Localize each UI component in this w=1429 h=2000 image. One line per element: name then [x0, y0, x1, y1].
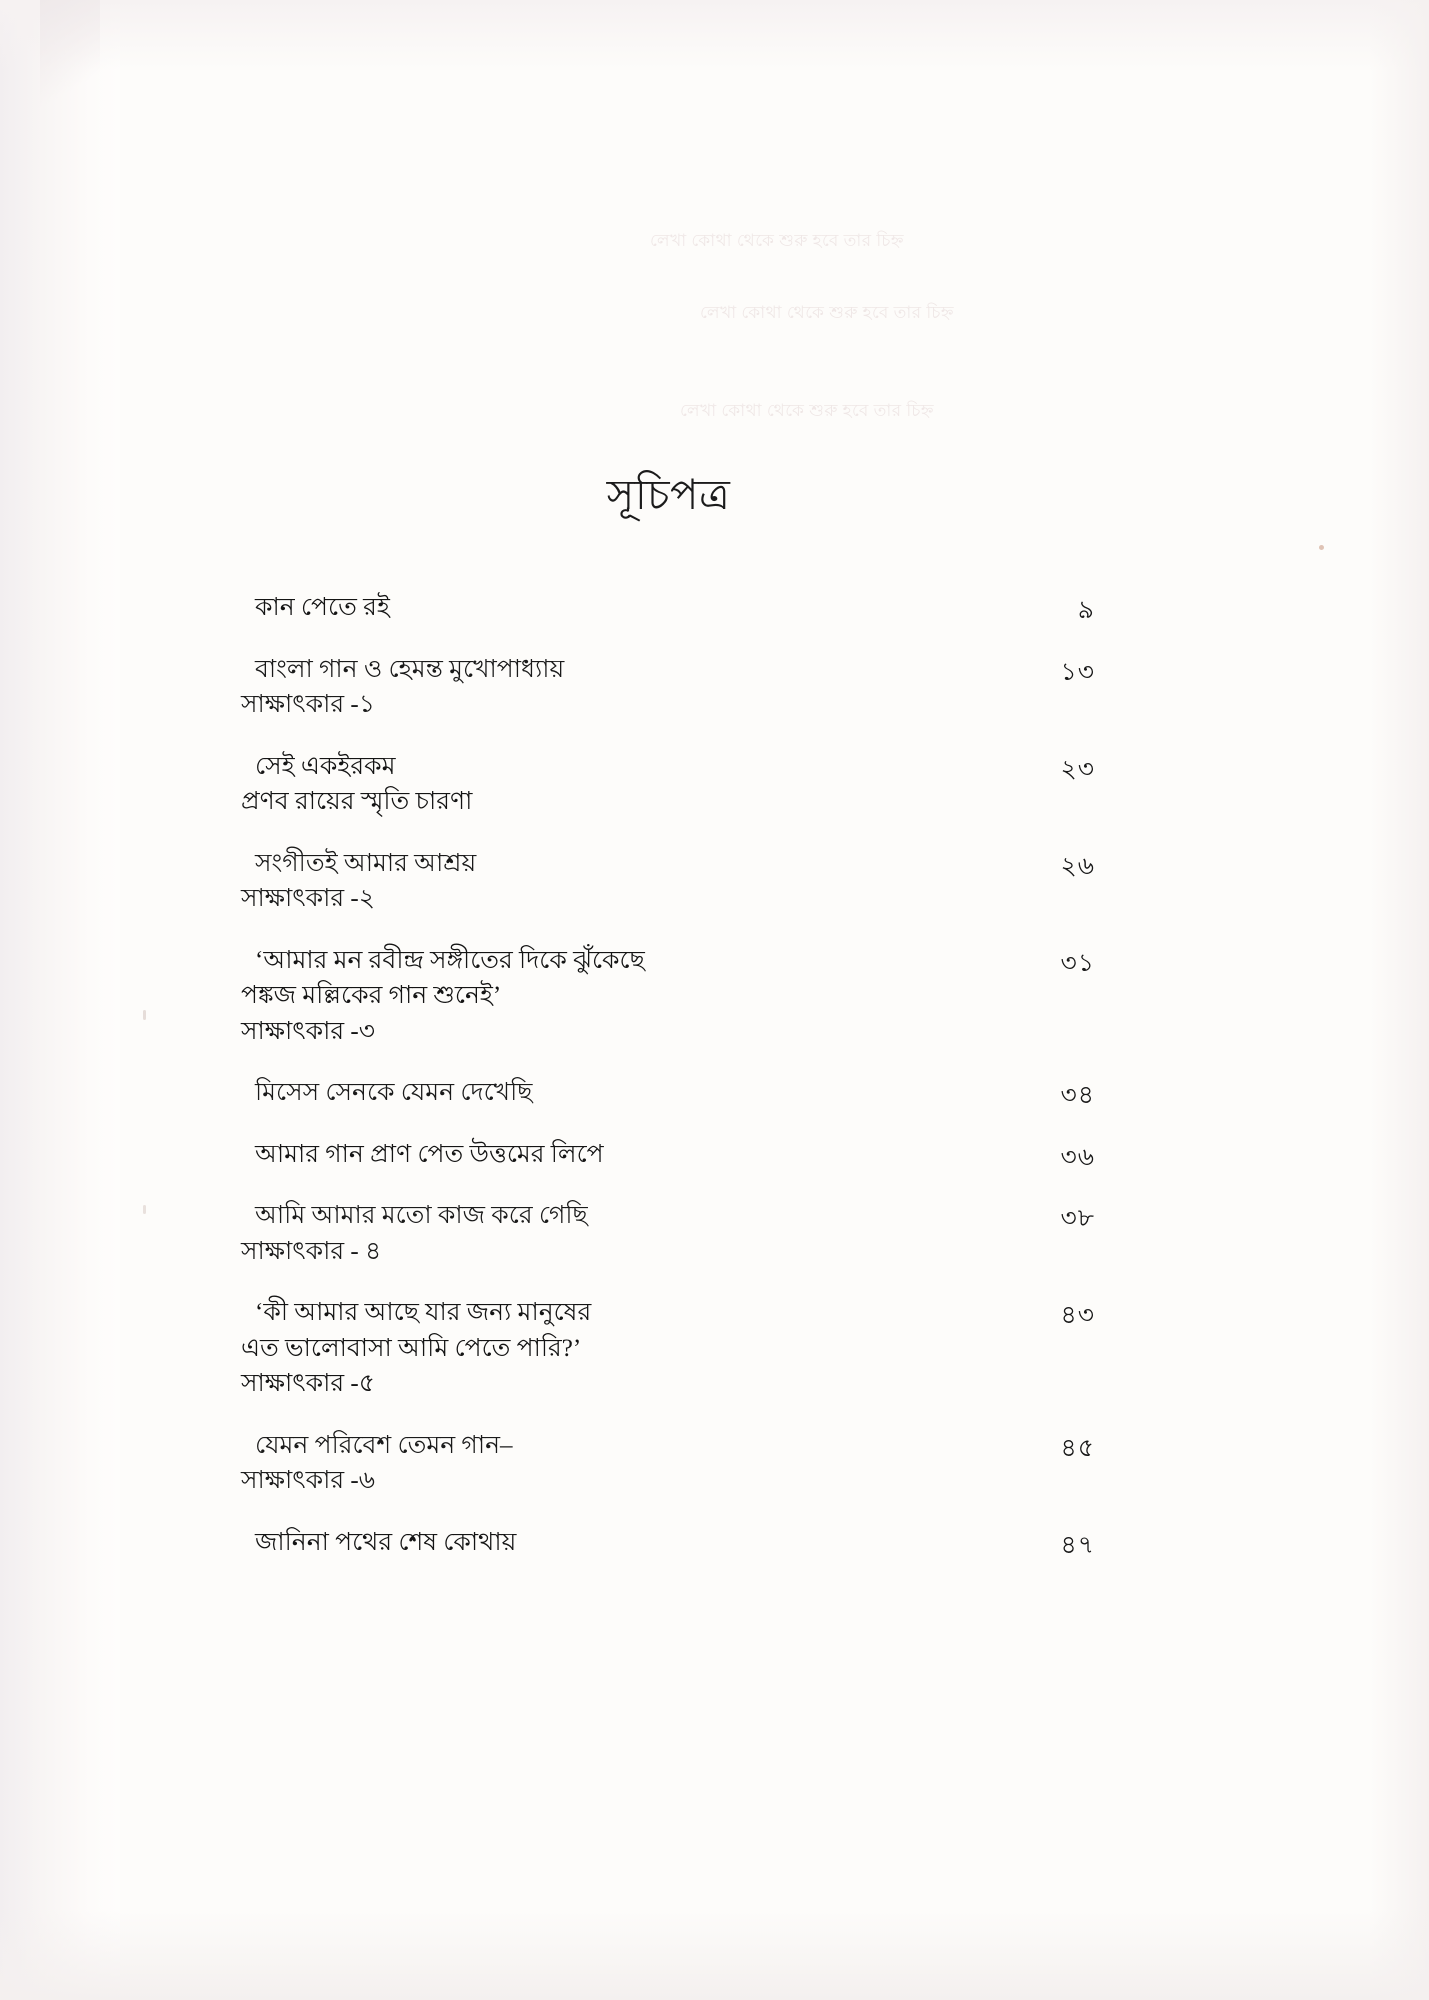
- toc-entry-subtitle-line: সাক্ষাৎকার -৩: [241, 1017, 375, 1045]
- toc-entry-page-number: ৪৩: [1060, 1302, 1095, 1329]
- toc-entry-title: [241, 1198, 895, 1269]
- toc-entry-title-line: বাংলা গান ও হেমন্ত মুখোপাধ্যায়: [255, 655, 565, 683]
- toc-entry-title: [241, 652, 895, 723]
- toc-entry-title-line: ‘আমার মন রবীন্দ্র সঙ্গীতের দিকে ঝুঁকেছে: [255, 946, 645, 974]
- toc-entry-subtitle-line: সাক্ষাৎকার -২: [241, 885, 375, 912]
- toc-entry-title-line: মিসেস সেনকে যেমন দেখেছি: [255, 1079, 533, 1106]
- bleed-through-text: লেখা কোথা থেকে শুরু হবে তার চিহ্ন: [700, 303, 955, 322]
- page-title-text: সূচিপত্র: [606, 473, 731, 519]
- toc-entry-page-number: ৩৪: [1060, 1082, 1095, 1109]
- toc-entry-title: [241, 749, 895, 820]
- toc-entry-page-number: ৯: [1077, 597, 1095, 624]
- toc-entry-title-line: জানিনা পথের শেষ কোথায়: [255, 1528, 517, 1556]
- toc-entry-title: [255, 1137, 895, 1173]
- toc-entry[interactable]: [255, 1075, 1095, 1111]
- toc-entry-title: [241, 846, 895, 917]
- bleed-through-text: লেখা কোথা থেকে শুরু হবে তার চিহ্ন: [680, 401, 935, 420]
- toc-entry[interactable]: [241, 943, 1095, 1050]
- toc-entry-title: [255, 1075, 895, 1111]
- toc-entry-subtitle-line: প্রণব রায়ের স্মৃতি চারণা: [241, 788, 473, 815]
- table-of-contents: [241, 590, 1095, 1586]
- toc-entry[interactable]: [255, 590, 1095, 626]
- toc-entry-subtitle-line: সাক্ষাৎকার -৫: [241, 1370, 375, 1397]
- toc-entry-title-line: ‘কী আমার আছে যার জন্য মানুষের: [255, 1299, 592, 1326]
- toc-entry-title-line: কান পেতে রই: [255, 594, 390, 621]
- toc-entry[interactable]: [255, 1137, 1095, 1173]
- toc-entry-page-number: ২৬: [1060, 852, 1095, 880]
- toc-entry-page-number: ৩৮: [1060, 1205, 1095, 1232]
- toc-entry-page-number: ২৩: [1060, 755, 1095, 783]
- toc-entry-title-line: আমি আমার মতো কাজ করে গেছি: [255, 1202, 588, 1229]
- toc-entry-title: [241, 1295, 895, 1402]
- toc-entry[interactable]: [241, 846, 1095, 917]
- toc-entry-title-line: সংগীতই আমার আশ্রয়: [255, 849, 477, 877]
- toc-entry-page-number: ৩৬: [1060, 1143, 1095, 1171]
- page-title: [0, 462, 1429, 533]
- toc-entry-page-number: ১৩: [1060, 658, 1095, 686]
- toc-entry-subtitle-line: সাক্ষাৎকার -৬: [241, 1467, 375, 1494]
- toc-entry-page-number: ৩১: [1060, 949, 1095, 977]
- toc-entry-title: [241, 1428, 895, 1499]
- toc-entry[interactable]: [241, 1198, 1095, 1269]
- toc-entry-subtitle-line: এত ভালোবাসা আমি পেতে পারি?’: [241, 1334, 582, 1362]
- toc-entry-title: [255, 590, 895, 626]
- toc-entry-page-number: ৪৫: [1060, 1434, 1095, 1462]
- toc-entry-title-line: সেই একইরকম: [255, 752, 396, 780]
- toc-entry-title-line: আমার গান প্রাণ পেত উত্তমের লিপে: [255, 1140, 604, 1168]
- toc-entry-title: [241, 943, 895, 1050]
- toc-entry-subtitle-line: পঙ্কজ মল্লিকের গান শুনেই’: [241, 982, 502, 1009]
- toc-entry-title: [255, 1525, 895, 1561]
- toc-entry[interactable]: [255, 1525, 1095, 1561]
- toc-entry-subtitle-line: সাক্ষাৎকার - ৪: [241, 1237, 382, 1265]
- toc-entry-subtitle-line: সাক্ষাৎকার -১: [241, 691, 375, 718]
- toc-entry[interactable]: [241, 1295, 1095, 1402]
- toc-entry-page-number: ৪৭: [1060, 1531, 1095, 1559]
- toc-entry[interactable]: [241, 652, 1095, 723]
- toc-entry[interactable]: [241, 1428, 1095, 1499]
- toc-entry[interactable]: [241, 749, 1095, 820]
- bleed-through-text: লেখা কোথা থেকে শুরু হবে তার চিহ্ন: [650, 231, 905, 250]
- toc-entry-title-line: যেমন পরিবেশ তেমন গান–: [255, 1431, 513, 1459]
